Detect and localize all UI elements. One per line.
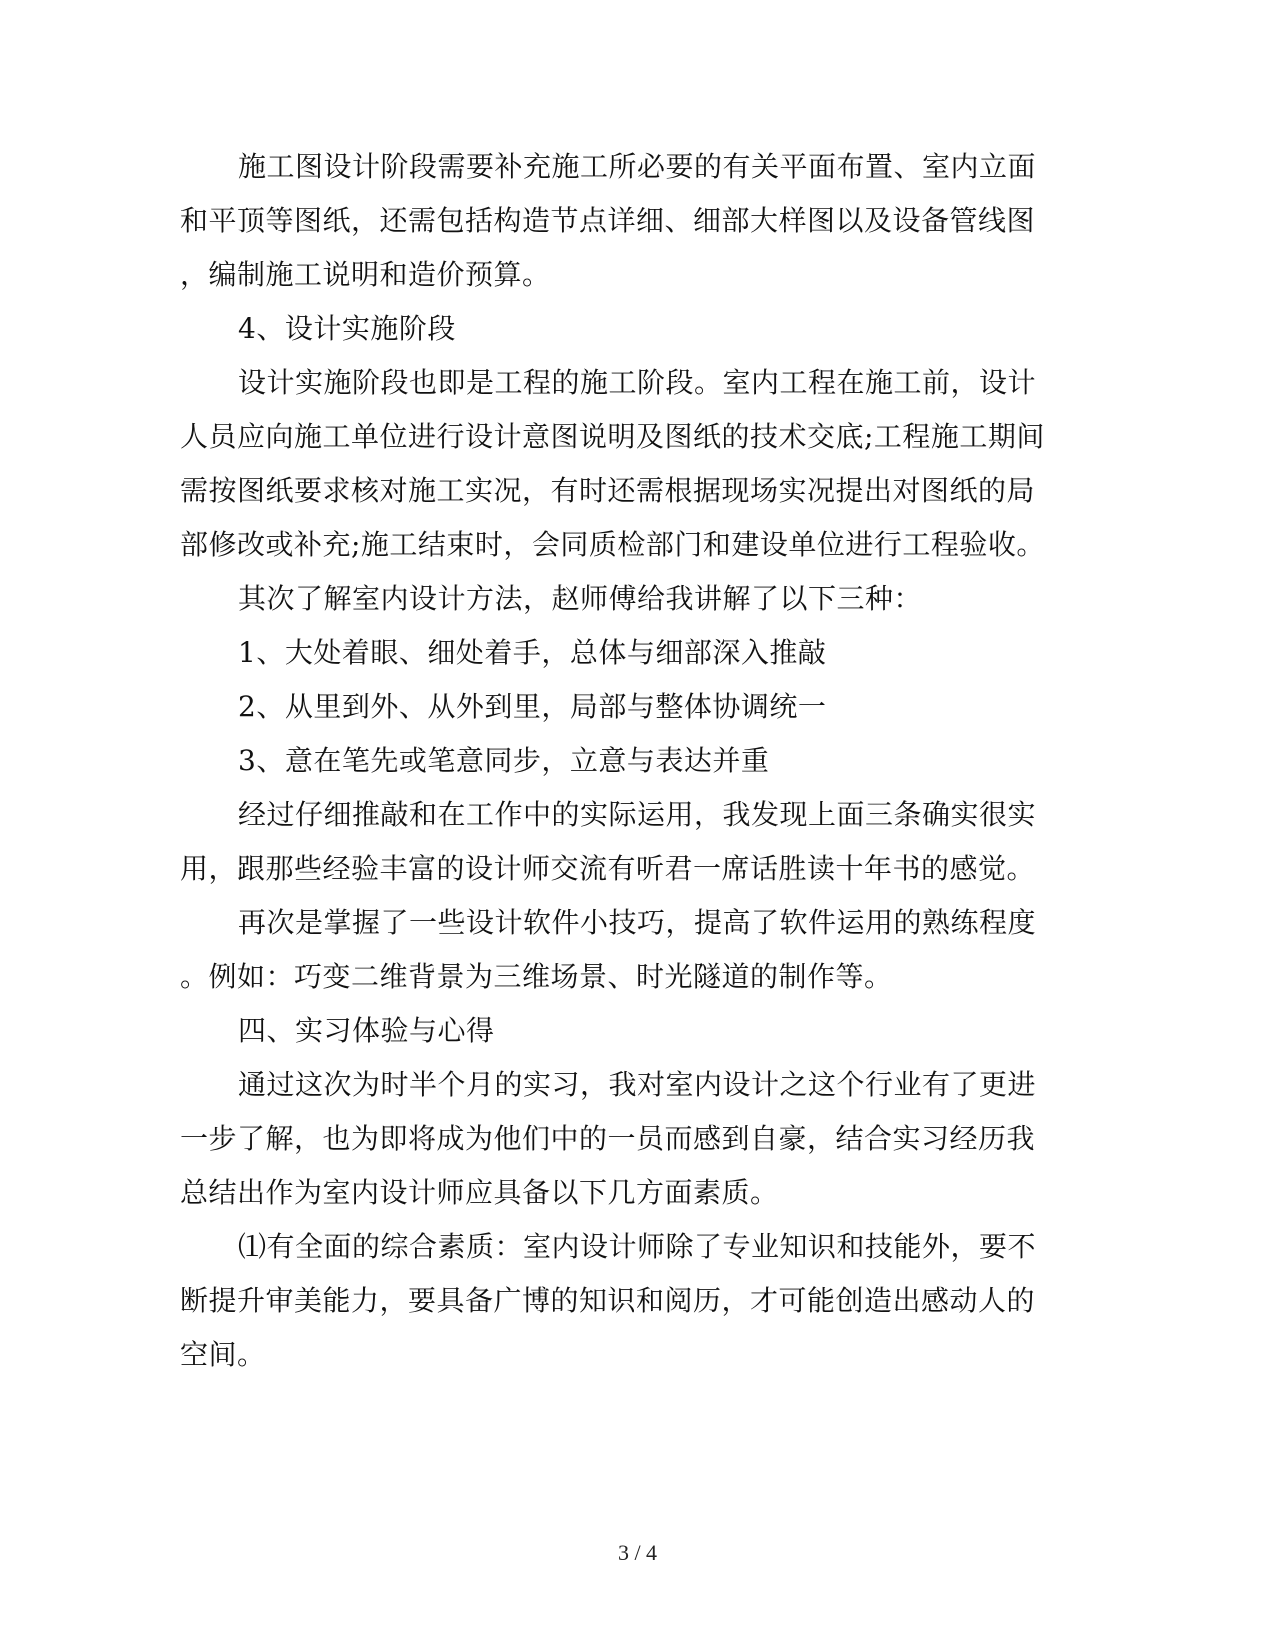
- text-line: 施工图设计阶段需要补充施工所必要的有关平面布置、室内立面: [238, 150, 1037, 183]
- text-line: 和平顶等图纸，还需包括构造节点详细、细部大样图以及设备管线图: [180, 204, 1036, 237]
- text-line: ⑴有全面的综合素质：室内设计师除了专业知识和技能外，要不: [238, 1230, 1037, 1263]
- text-line: 其次了解室内设计方法，赵师傅给我讲解了以下三种：: [238, 582, 923, 615]
- text-line: 部修改或补充;施工结束时，会同质检部门和建设单位进行工程验收。: [180, 528, 1045, 561]
- text-line: 设计实施阶段也即是工程的施工阶段。室内工程在施工前，设计: [238, 366, 1037, 399]
- document-body: [180, 140, 1060, 1382]
- list-item: 3、意在笔先或笔意同步，立意与表达并重: [238, 744, 770, 777]
- list-item: 2、从里到外、从外到里，局部与整体协调统一: [238, 690, 827, 723]
- section-heading: 4、设计实施阶段: [238, 312, 456, 345]
- text-line: ，编制施工说明和造价预算。: [180, 258, 551, 291]
- list-item: 1、大处着眼、细处着手，总体与细部深入推敲: [238, 636, 827, 669]
- text-line: 。例如：巧变二维背景为三维场景、时光隧道的制作等。: [180, 960, 893, 993]
- text-line: 经过仔细推敲和在工作中的实际运用，我发现上面三条确实很实: [238, 798, 1037, 831]
- text-line: 人员应向施工单位进行设计意图说明及图纸的技术交底;工程施工期间: [180, 420, 1045, 453]
- text-line: 总结出作为室内设计师应具备以下几方面素质。: [180, 1176, 779, 1209]
- page-number: 3 / 4: [617, 1540, 658, 1565]
- text-line: 需按图纸要求核对施工实况，有时还需根据现场实况提出对图纸的局: [180, 474, 1036, 507]
- section-heading: 四、实习体验与心得: [238, 1014, 495, 1047]
- text-line: 再次是掌握了一些设计软件小技巧，提高了软件运用的熟练程度: [238, 906, 1037, 939]
- text-line: 用，跟那些经验丰富的设计师交流有听君一席话胜读十年书的感觉。: [180, 852, 1036, 885]
- text-line: 一步了解，也为即将成为他们中的一员而感到自豪，结合实习经历我: [180, 1122, 1036, 1155]
- text-line: 断提升审美能力，要具备广博的知识和阅历，才可能创造出感动人的: [180, 1284, 1036, 1317]
- text-line: 空间。: [180, 1338, 266, 1371]
- text-line: 通过这次为时半个月的实习，我对室内设计之这个行业有了更进: [238, 1068, 1037, 1101]
